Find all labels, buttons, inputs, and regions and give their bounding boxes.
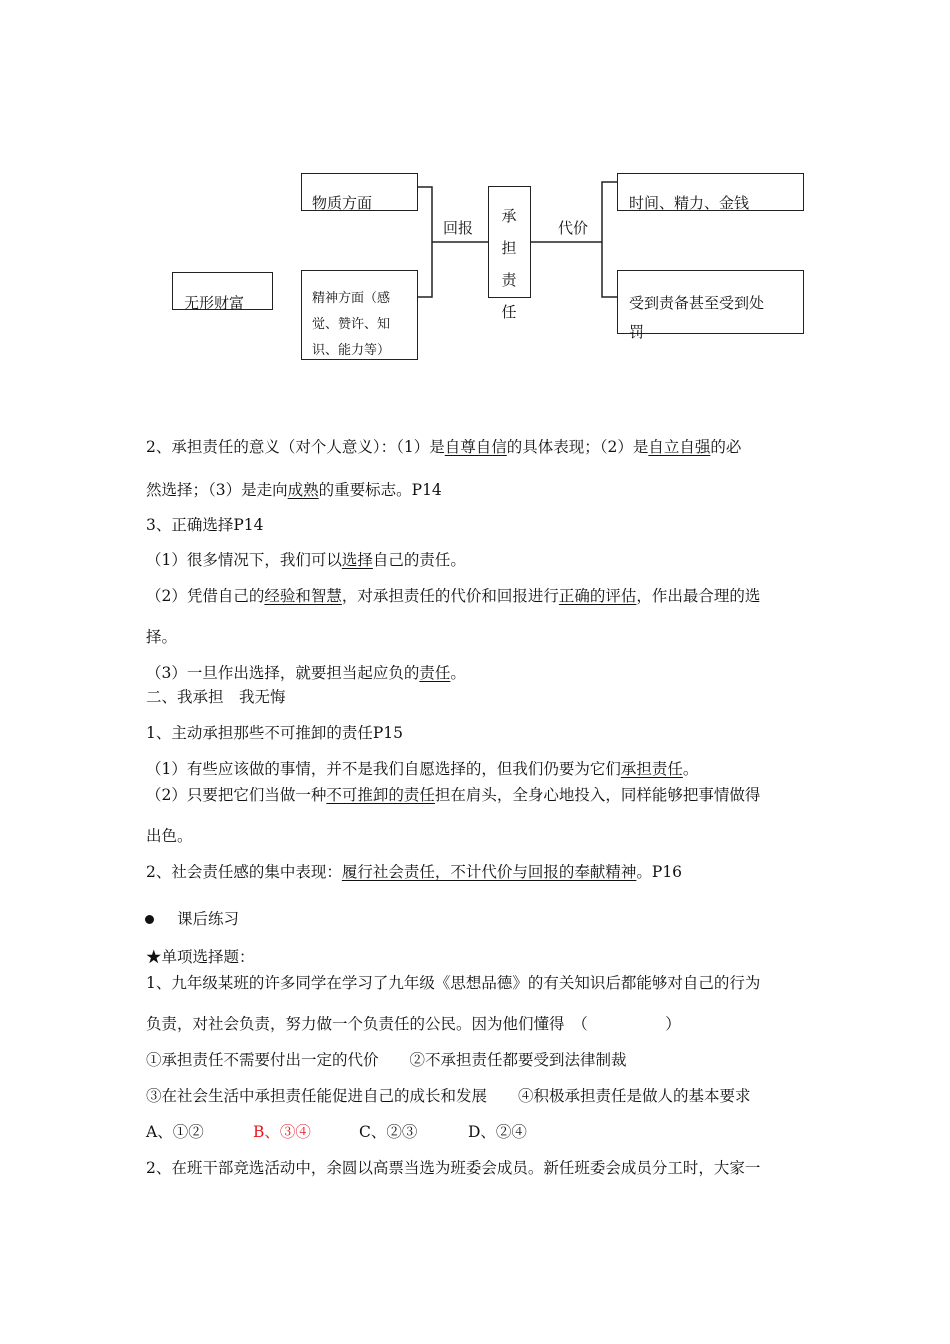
p8-line: （1）有些应该做的事情，并不是我们自愿选择的，但我们仍要为它们承担责任。 (146, 760, 699, 778)
practice-heading: 课后练习 (177, 910, 240, 928)
huibao-label: 回报 (443, 219, 474, 237)
answer-d: D、②④ (468, 1123, 527, 1141)
single-choice-heading: ★单项选择题： (146, 948, 255, 966)
zhengque-pinggu: 正确的评估 (558, 587, 637, 605)
chengdan-char-4: 任 (501, 303, 517, 321)
daijia-label: 代价 (558, 219, 589, 237)
answer-a: A、①② (146, 1123, 204, 1141)
shoudao-line-2: 罚 (629, 323, 645, 341)
jingyan-zhihui: 经验和智慧 (264, 587, 342, 605)
p1b-line: 然选择；（3）是走向成熟的重要标志。P14 (146, 481, 442, 499)
zili-ziqiang: 自立自强 (648, 438, 711, 456)
jingshen-line-1: 精神方面（感 (312, 291, 391, 306)
q1-answers (146, 1121, 527, 1143)
p7-line: 1、主动承担那些不可推卸的责任P15 (146, 724, 404, 742)
chengdan-char-1: 承 (501, 207, 517, 225)
chengdan-zeren: 承担责任 (620, 760, 683, 778)
wuxing-caifu-label: 无形财富 (184, 294, 245, 312)
chengdan-label (499, 200, 519, 328)
q1-option-line-1: ①承担责任不需要付出一定的代价 ②不承担责任都要受到法律制裁 (146, 1051, 627, 1069)
zeren: 责任 (419, 664, 451, 682)
bukeituixie: 不可推卸的责任 (326, 786, 435, 804)
p4b-line: 择。 (146, 628, 178, 646)
answer-b: B、③④ (253, 1123, 311, 1141)
shijian-label: 时间、精力、金钱 (629, 194, 750, 212)
xuanze: 选择 (341, 551, 373, 569)
bullet-icon (145, 915, 154, 924)
chengshu: 成熟 (287, 481, 319, 499)
fengxian-jingshen: 履行社会责任，不计代价与回报的奉献精神 (341, 863, 637, 881)
jingshen-label (312, 286, 390, 364)
diagram-connectors (0, 0, 950, 400)
p9b-line: 出色。 (146, 827, 193, 845)
q1-line-2: 负责，对社会负责，努力做一个负责任的公民。因为他们懂得 （ ） (146, 1015, 681, 1033)
q1-option-line-2: ③在社会生活中承担责任能促进自己的成长和发展 ④积极承担责任是做人的基本要求 (146, 1087, 751, 1105)
p1-line: 2、承担责任的意义（对个人意义）：（1）是自尊自信的具体表现；（2）是自立自强的必 (146, 438, 742, 456)
zizun-zixin: 自尊自信 (444, 438, 507, 456)
p2-line: 3、正确选择P14 (146, 516, 264, 534)
q1-line-1: 1、九年级某班的许多同学在学习了九年级《思想品德》的有关知识后都能够对自己的行为 (146, 974, 761, 992)
p10-line: 2、社会责任感的集中表现：履行社会责任，不计代价与回报的奉献精神。P16 (146, 863, 683, 881)
chengdan-char-3: 责 (501, 271, 517, 289)
wuzhi-label: 物质方面 (312, 194, 373, 212)
chengdan-char-2: 担 (501, 239, 517, 257)
jingshen-line-3: 识、能力等） (312, 343, 391, 358)
p5-line: （3）一旦作出选择，就要担当起应负的责任。 (146, 664, 466, 682)
jingshen-line-2: 觉、赞许、知 (312, 317, 391, 332)
q2-line-1: 2、在班干部竞选活动中，余圆以高票当选为班委会成员。新任班委会成员分工时，大家一 (146, 1159, 761, 1177)
section-two-heading: 二、我承担 我无悔 (146, 688, 286, 706)
answer-c: C、②③ (359, 1123, 418, 1141)
p9-line: （2）只要把它们当做一种不可推卸的责任担在肩头，全身心地投入，同样能够把事情做得 (146, 786, 761, 804)
p3-line: （1）很多情况下，我们可以选择自己的责任。 (146, 551, 466, 569)
shoudao-line-1: 受到责备甚至受到处 (629, 294, 765, 312)
p4-line: （2）凭借自己的经验和智慧，对承担责任的代价和回报进行正确的评估，作出最合理的选 (146, 587, 761, 605)
